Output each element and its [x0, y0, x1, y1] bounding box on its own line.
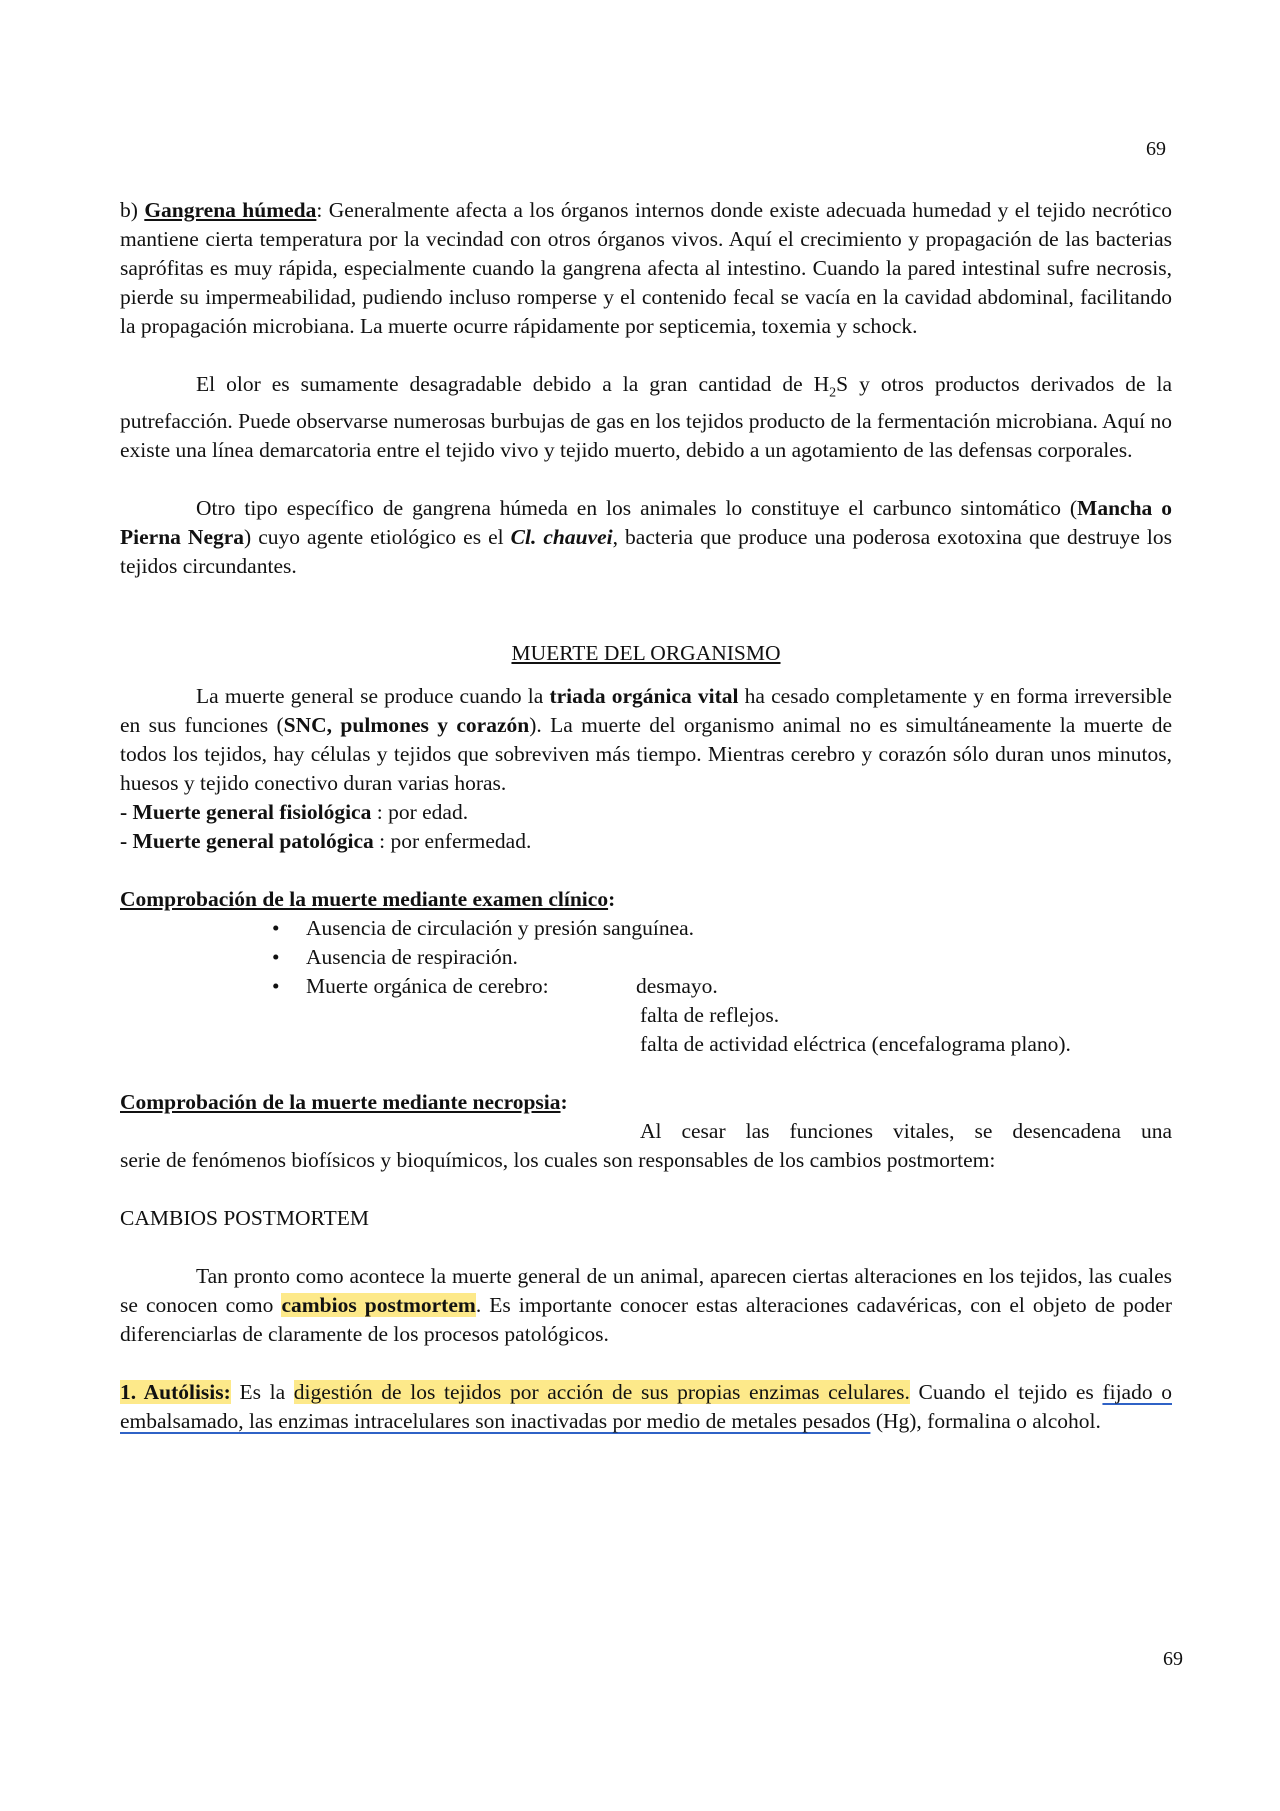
necropsia-heading — [120, 1088, 1172, 1117]
autolisis-text-3: (Hg), formalina o alcohol. — [870, 1409, 1101, 1434]
clinico-heading — [120, 885, 1172, 914]
carbunco-bold: Mancha o Pierna Negra — [120, 496, 1172, 550]
autolisis-label: 1. Autólisis: — [120, 1380, 231, 1405]
muerte-bold-2: SNC, pulmones y corazón — [283, 713, 530, 738]
gangrena-text: : Generalmente afecta a los órganos internos donde existe adecuada humedad y el tejido necrótico mantiene cierta temperatura por la vecindad con otros órganos vivos. Aquí el crecimiento y propagación de las bacterias saprófitas es muy rápida, especialmente cuando la gangrena afecta al intestino. Cuando la pared intestinal sufre necrosis, pierde su impermeabilidad, pudiendo incluso romperse y el contenido fecal se vacía en la cavidad abdominal, facilitando la propagación microbiana. La muerte ocurre rápidamente por septicemia, toxemia y schock. — [120, 198, 1172, 338]
list-item-text: Ausencia de respiración. — [306, 945, 518, 970]
bullet-icon: • — [272, 974, 280, 999]
cambios-paragraph — [120, 1262, 1172, 1349]
carbunco-italic: Cl. chauvei — [510, 525, 613, 550]
cerebro-sign: desmayo. — [636, 974, 718, 999]
olor-text-1: El olor es sumamente desagradable debido a la gran cantidad de H — [196, 372, 830, 396]
olor-paragraph — [120, 370, 1172, 465]
necropsia-heading-text: Comprobación de la muerte mediante necropsia — [120, 1090, 561, 1115]
gangrena-paragraph — [120, 196, 1172, 341]
list-item — [120, 914, 1172, 943]
necropsia-line-2: serie de fenómenos biofísicos y bioquímicos, los cuales son responsables de los cambios postmortem: — [120, 1148, 996, 1173]
list-item — [120, 972, 1172, 1001]
bullet-icon: • — [272, 945, 280, 970]
tipo-text: : por enfermedad. — [373, 829, 532, 854]
olor-text-2: S y otros productos derivados de la putrefacción. Puede observarse numerosas burbujas de gas en los tejidos producto de la fermentación microbiana. Aquí no existe una línea demarcatoria entre el tejido vivo y tejido muerto, debido a un agotamiento de las defensas corporales. — [120, 372, 1172, 463]
muerte-bold-1: triada orgánica vital — [549, 684, 739, 709]
cambios-text-2: . Es importante conocer estas alteraciones cadavéricas, con el objeto de poder diferenciarlas de claramente de los procesos patológicos. — [120, 1293, 1172, 1347]
autolisis-text-1: Es la — [230, 1380, 294, 1405]
tipo-patologica — [120, 827, 1172, 856]
muerte-heading: MUERTE DEL ORGANISMO — [511, 641, 781, 666]
muerte-text-2: ha cesado completamente y en forma irreversible en sus funciones ( — [120, 684, 1172, 738]
carbunco-paragraph — [120, 494, 1172, 581]
tipo-label: - Muerte general patológica — [120, 829, 374, 854]
carbunco-text-3: , bacteria que produce una poderosa exotoxina que destruye los tejidos circundantes. — [120, 525, 1172, 579]
tipo-fisiologica — [120, 798, 1172, 827]
page-number-bottom: 69 — [1163, 1648, 1183, 1670]
autolisis-text-2: Cuando el tejido es — [909, 1380, 1103, 1405]
clinico-colon: : — [608, 887, 616, 912]
clinico-heading-text: Comprobación de la muerte mediante examen clínico — [120, 887, 609, 912]
cambios-text-1: Tan pronto como acontece la muerte general de un animal, aparecen ciertas alteraciones en los tejidos, las cuales se conocen como — [120, 1264, 1172, 1318]
autolisis-highlight: digestión de los tejidos por acción de sus propias enzimas celulares. — [293, 1380, 910, 1405]
cerebro-sign-2: falta de reflejos. — [640, 1003, 780, 1028]
list-item-text: Muerte orgánica de cerebro: — [306, 974, 549, 999]
page-number-top: 69 — [1146, 138, 1166, 160]
list-item-text: Ausencia de circulación y presión sanguínea. — [306, 916, 695, 941]
autolisis-underlined: fijado o embalsamado, las enzimas intracelulares son inactivadas por medio de metales pesados — [120, 1380, 1172, 1434]
document-body — [120, 196, 1172, 1436]
necropsia-line-1: Al cesar las funciones vitales, se desencadena una — [640, 1119, 1172, 1144]
cambios-heading: CAMBIOS POSTMORTEM — [120, 1206, 369, 1231]
muerte-paragraph — [120, 682, 1172, 798]
gangrena-prefix: b) — [120, 198, 145, 222]
clinico-list — [120, 914, 1172, 1001]
gangrena-title: Gangrena húmeda — [144, 198, 317, 222]
carbunco-text-1: Otro tipo específico de gangrena húmeda en los animales lo constituye el carbunco sintomático ( — [196, 496, 1078, 521]
muerte-text-3: ). La muerte del organismo animal no es simultáneamente la muerte de todos los tejidos, hay células y tejidos que sobreviven más tiempo. Mientras cerebro y corazón sólo duran unos minutos, huesos y tejido conectivo duran varias horas. — [120, 713, 1173, 796]
cambios-highlight: cambios postmortem — [281, 1293, 476, 1318]
muerte-text-1: La muerte general se produce cuando la — [196, 684, 550, 709]
tipo-label: - Muerte general fisiológica — [120, 800, 372, 825]
olor-subscript: 2 — [829, 385, 837, 401]
autolisis-paragraph — [120, 1378, 1172, 1436]
bullet-icon: • — [272, 916, 280, 941]
cerebro-sign-3: falta de actividad eléctrica (encefalograma plano). — [640, 1032, 1071, 1057]
list-item — [120, 943, 1172, 972]
necropsia-colon: : — [560, 1090, 568, 1115]
tipo-text: : por edad. — [371, 800, 469, 825]
carbunco-text-2: ) cuyo agente etiológico es el — [244, 525, 511, 550]
